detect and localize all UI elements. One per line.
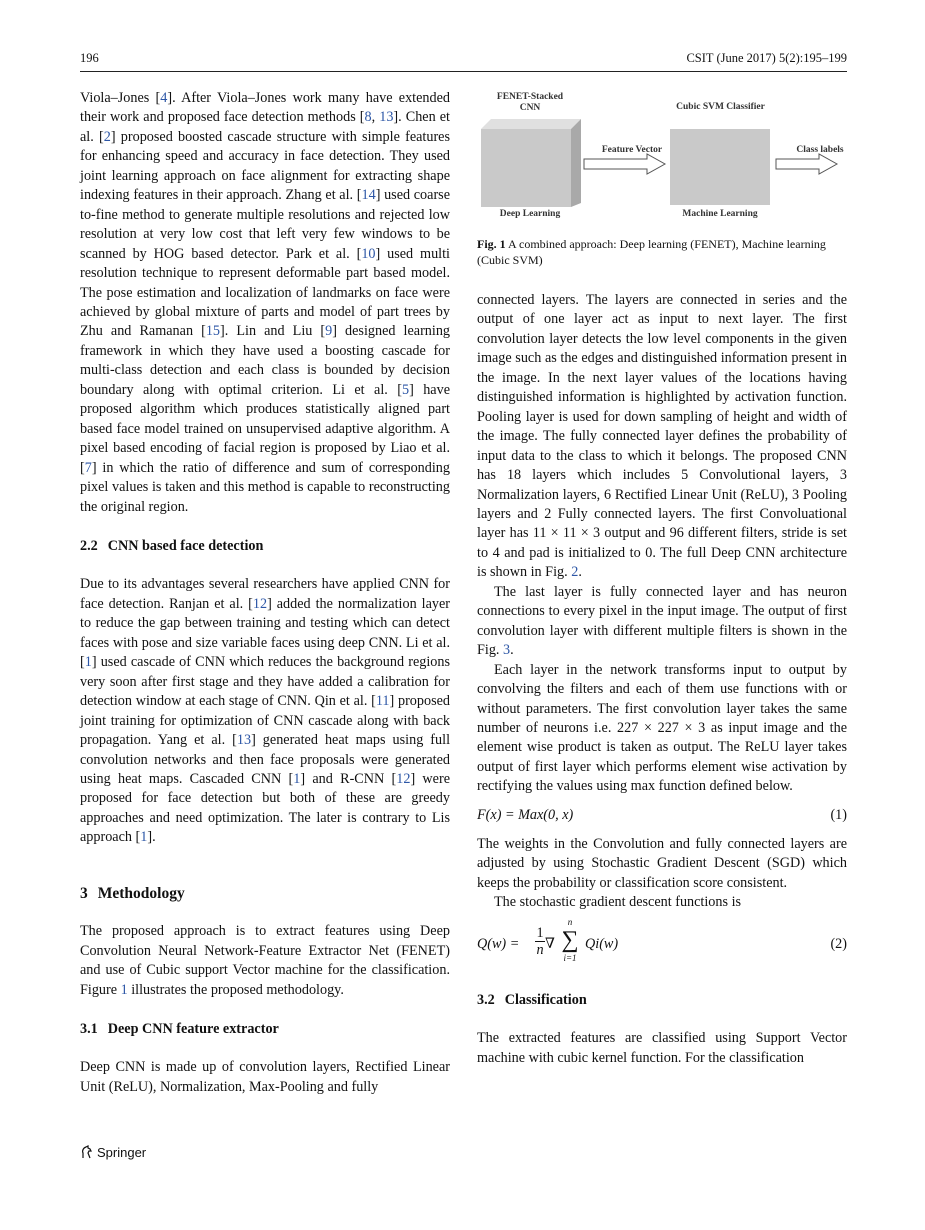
citation-link[interactable]: 10 bbox=[361, 245, 376, 262]
section-heading-3: 3 Methodology bbox=[80, 884, 185, 902]
equation-number: (1) bbox=[830, 806, 847, 823]
paragraph-cnn-face-detection: Due to its advantages several researchers have applied CNN for face detection. Ranjan et al. [12] added the normalization layer to reduce the gap between training and testing which can detect faces with pose and size variable faces using deep CNN. Li et al. [1] used cascade of CNN which reduces the background regions very soon after first stage and they have added a calibration for detection window at each stage of CNN. Qin et al. [11] proposed joint training for optimization of CNN cascade along with back propagation. Yang et al. [13] generated heat maps using full convolution networks and then face proposals were generated using heat maps. Cascaded CNN [1] and R-CNN [12] were proposed for face detection but both of these are greedy approaches and need optimization. The later is contrary to Lis approach [1]. bbox=[80, 576, 451, 846]
figure-link[interactable]: 3 bbox=[503, 642, 511, 659]
paragraph-weights: The weights in the Convolution and fully connected layers are adjusted by using Stochastic Gradient Descent (SGD) which keeps the probability or classification score consistent. bbox=[477, 835, 847, 891]
citation-link[interactable]: 9 bbox=[325, 323, 333, 340]
right-column bbox=[477, 291, 847, 1068]
publisher-name: Springer bbox=[97, 1145, 147, 1160]
figure-caption: Fig. 1 A combined approach: Deep learning (FENET), Machine learning (Cubic SVM) bbox=[477, 237, 826, 267]
arrow-right-icon bbox=[775, 153, 839, 175]
citation-link[interactable]: 13 bbox=[379, 109, 394, 126]
left-column bbox=[80, 89, 450, 1097]
arrow-right-icon bbox=[583, 153, 667, 175]
section-heading-3-2: 3.2 Classification bbox=[477, 991, 587, 1008]
equation-2: Q(w) = 1 n ∇ n ∑ i=1 Qi(w) (2) bbox=[477, 916, 847, 963]
fig-label-class: Class labels bbox=[796, 145, 844, 155]
paragraph-deep-cnn: Deep CNN is made up of convolution layers, Rectified Linear Unit (ReLU), Normalization, Max-Pooling and fully bbox=[80, 1059, 450, 1095]
figure-link[interactable]: 1 bbox=[120, 981, 128, 998]
paragraph-last-layer: The last layer is fully connected layer and has neuron connections to every pixel in the input image. The output of first convolution layer with different multiple filters is shown in the Fig. 3. bbox=[477, 583, 847, 659]
fig-label-machine: Machine Learning bbox=[682, 209, 758, 219]
figure-link[interactable]: 2 bbox=[571, 564, 579, 581]
citation-link[interactable]: 1 bbox=[140, 829, 148, 846]
citation-link[interactable]: 12 bbox=[252, 595, 268, 612]
equation-number: (2) bbox=[830, 935, 847, 952]
citation-link[interactable]: 4 bbox=[160, 90, 168, 106]
footer bbox=[80, 1145, 146, 1160]
section-heading-2-2: 2.2 CNN based face detection bbox=[80, 537, 264, 554]
citation-link[interactable]: 8 bbox=[364, 109, 372, 126]
figure-1 bbox=[477, 89, 847, 274]
paragraph-cnn-layers: connected layers. The layers are connected in series and the output of one layer act as input to next layer. The first convolution layer detects the low level components in the given image such as the edges and distinguished information present in the image. In the next layer values of the locations having distinguished information is highlighted by activation function. Pooling layer is used for down sampling of height and width of the image. The fully connected layer defines the probability of input data to the class to which it belongs. The proposed CNN has 18 layers which includes 5 Convolutional layers, 3 Normalization layers, 6 Rectified Linear Unit (ReLU), 3 Pooling layers and 2 Fully connected layers. The first Convoluational layer has 11 × 11 × 3 output and 96 different filters, stride is set to 4 and pad is initialized to 0. The full Deep CNN architecture is shown in Fig. 2. bbox=[477, 292, 847, 581]
paragraph-methodology: The proposed approach is to extract features using Deep Convolution Neural Network-Feature Extractor Net (FENET) and use of Cubic support Vector machine for the classification. Figure 1 illustrates the proposed methodology. bbox=[80, 923, 450, 998]
cnn-block-icon bbox=[477, 117, 587, 209]
paragraph-classification: The extracted features are classified using Support Vector machine with cubic kernel function. For the classification bbox=[477, 1030, 847, 1066]
svm-block bbox=[670, 129, 770, 205]
citation-link[interactable]: 15 bbox=[205, 323, 221, 340]
page-number: 196 bbox=[80, 51, 99, 65]
citation-link[interactable]: 2 bbox=[103, 128, 111, 145]
paragraph-face-detection-history: Viola–Jones [4]. After Viola–Jones work many have extended their work and proposed face detection methods [8, 13]. Chen et al. [2] proposed boosted cascade structure with simple features for enhancing speed and accuracy in face detection. They used joint learning approach on face alignment for extracting shape indexing features in their approach. Zhang et al. [14] used coarse to-fine method to generate multiple resolutions and rejected low resolution at very low cost that left very few windows to be scanned by HOG based detector. Park et al. [10] used multi resolution technique to represent deformable part based model. The pose estimation and localization of landmarks on face were achieved by global mixture of parts and model of part trees by Zhu and Ramanan [15]. Lin and Liu [9] designed learning framework in which they have used a boosting cascade for multi-class detection and each class is bounded by decision boundary along with optimal criterion. Li et al. [5] have proposed algorithm which produces statistically aligned part based face model trained on unsupervised adaptive algorithm. A pixel based encoding of facial region is proposed by Liao et al. [7] in which the ratio of difference and sum of corresponding pixel values is taken and this method is capable to reconstructing the original region. bbox=[80, 90, 451, 515]
running-header bbox=[80, 51, 847, 72]
citation-link[interactable]: 11 bbox=[375, 693, 390, 710]
fig-label-cnn: FENET-Stacked CNN bbox=[496, 92, 564, 113]
citation-link[interactable]: 1 bbox=[84, 654, 92, 671]
citation-link[interactable]: 7 bbox=[84, 459, 92, 476]
citation-link[interactable]: 1 bbox=[293, 770, 301, 787]
citation-link[interactable]: 13 bbox=[236, 732, 252, 749]
journal-citation: CSIT (June 2017) 5(2):195–199 bbox=[686, 51, 847, 65]
equation-1: F(x) = Max(0, x) (1) bbox=[477, 806, 847, 826]
fig-label-svm: Cubic SVM Classifier bbox=[676, 102, 765, 112]
citation-link[interactable]: 12 bbox=[396, 770, 411, 787]
citation-link[interactable]: 5 bbox=[401, 381, 410, 398]
paragraph-sgd: The stochastic gradient descent functions is bbox=[494, 894, 742, 911]
springer-horse-icon bbox=[80, 1145, 93, 1159]
fig-label-deep: Deep Learning bbox=[499, 209, 561, 219]
paragraph-layer-transform: Each layer in the network transforms input to output by convolving the filters and each of them use functions with or without parameters. The first convolution layer takes the same number of neurons i.e. 227 × 227 × 3 as input image and the element wise product is taken as output. The ReLU layer takes output of first layer which performs element wise activation by rectifying the values using max function defined below. bbox=[477, 661, 847, 795]
fig-label-vector: Feature Vector bbox=[601, 145, 663, 155]
citation-link[interactable]: 14 bbox=[361, 187, 376, 204]
section-heading-3-1: 3.1 Deep CNN feature extractor bbox=[80, 1021, 279, 1038]
